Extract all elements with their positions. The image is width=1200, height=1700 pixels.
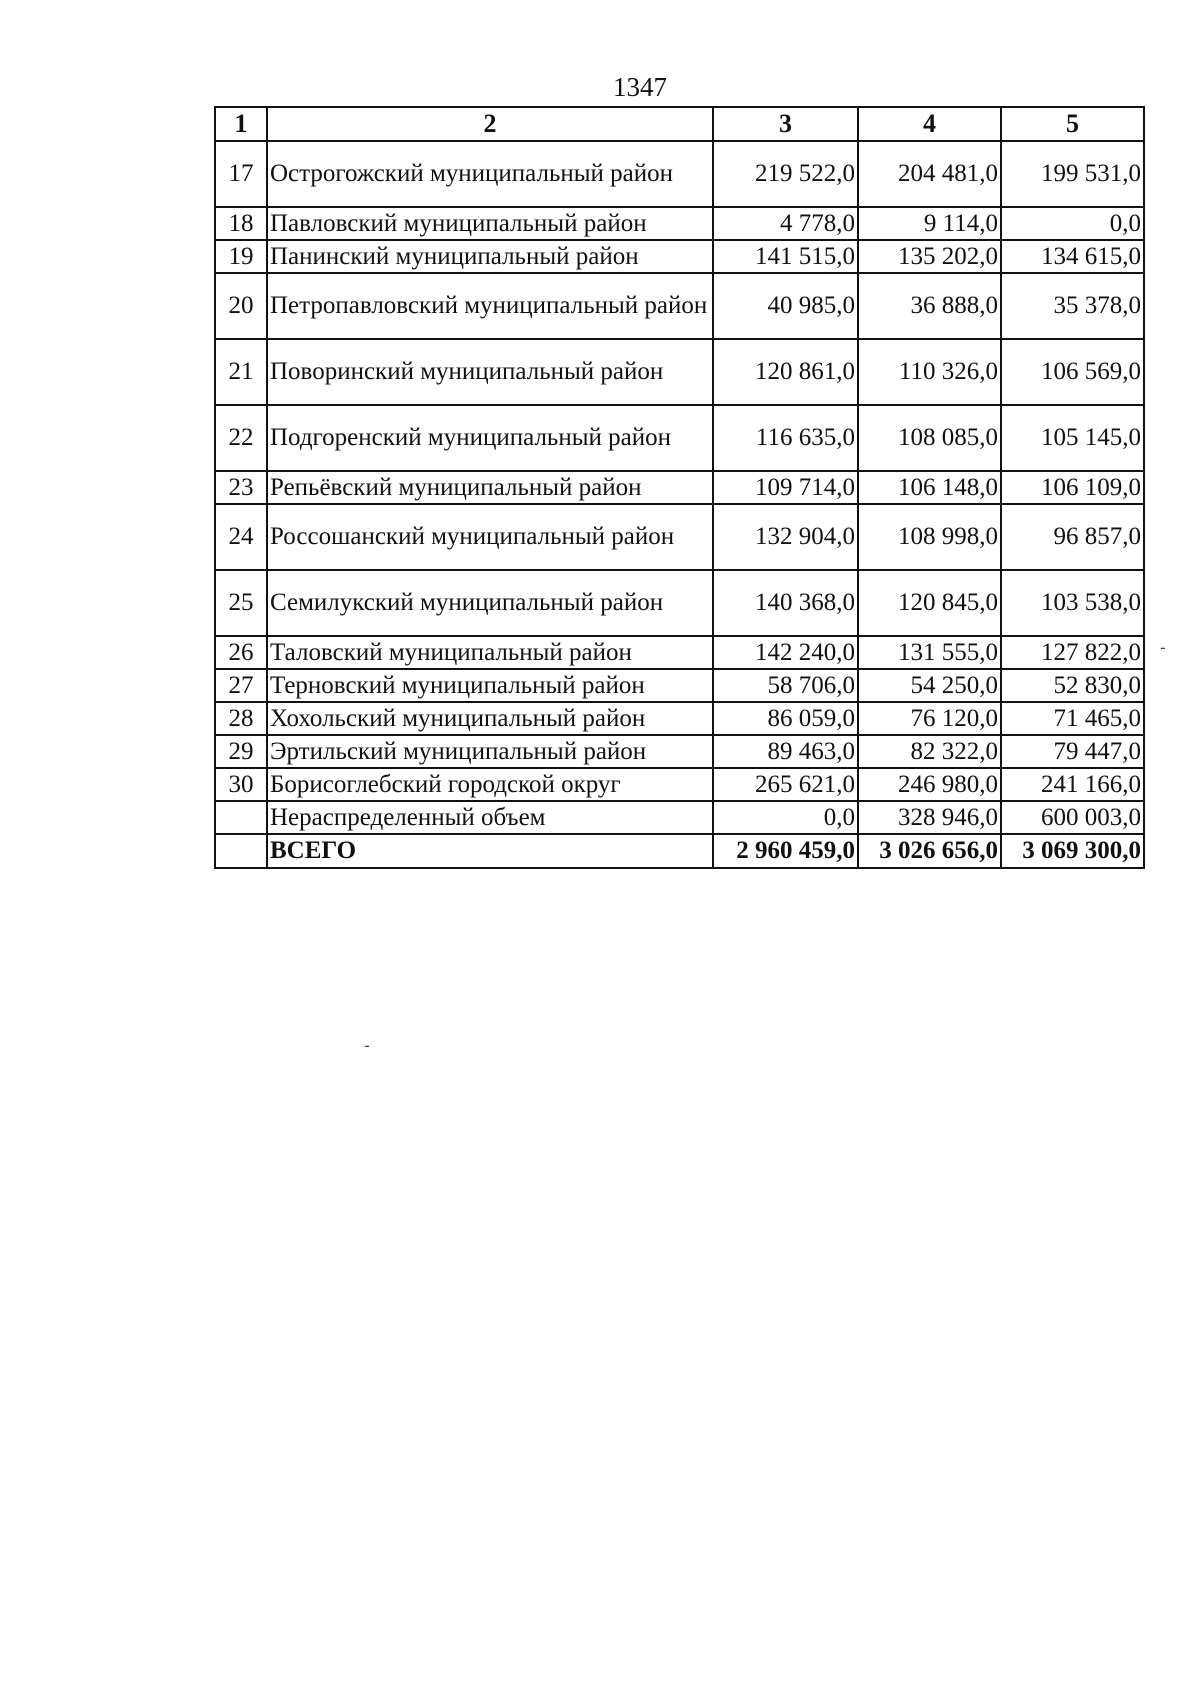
header-col-5: 5 xyxy=(1001,107,1144,141)
budget-table xyxy=(214,106,1145,869)
row-col-4: 204 481,0 xyxy=(858,141,1001,207)
row-col-3: 0,0 xyxy=(713,801,858,834)
row-number: 30 xyxy=(215,768,267,801)
row-name: Павловский муниципальный район xyxy=(267,207,713,240)
table-row xyxy=(215,207,1144,240)
row-col-3: 109 714,0 xyxy=(713,471,858,504)
table-row xyxy=(215,570,1144,636)
row-col-4: 120 845,0 xyxy=(858,570,1001,636)
row-col-5: 79 447,0 xyxy=(1001,735,1144,768)
row-col-5: 106 569,0 xyxy=(1001,339,1144,405)
table-row xyxy=(215,801,1144,834)
row-number: 18 xyxy=(215,207,267,240)
row-number: 23 xyxy=(215,471,267,504)
row-col-3: 140 368,0 xyxy=(713,570,858,636)
row-name: Хохольский муниципальный район xyxy=(267,702,713,735)
row-name: Терновский муниципальный район xyxy=(267,669,713,702)
table-row xyxy=(215,669,1144,702)
row-col-3: 4 778,0 xyxy=(713,207,858,240)
row-col-5: 241 166,0 xyxy=(1001,768,1144,801)
row-col-5: 35 378,0 xyxy=(1001,273,1144,339)
row-col-3: 40 985,0 xyxy=(713,273,858,339)
row-col-5: 106 109,0 xyxy=(1001,471,1144,504)
row-col-5: 600 003,0 xyxy=(1001,801,1144,834)
header-row xyxy=(215,107,1144,141)
row-col-4: 106 148,0 xyxy=(858,471,1001,504)
row-name: Петропавловский муниципальный район xyxy=(267,273,713,339)
row-col-4: 328 946,0 xyxy=(858,801,1001,834)
table-row xyxy=(215,702,1144,735)
total-col-3: 2 960 459,0 xyxy=(713,834,858,868)
row-col-3: 142 240,0 xyxy=(713,636,858,669)
total-col-5: 3 069 300,0 xyxy=(1001,834,1144,868)
table-row xyxy=(215,240,1144,273)
total-num xyxy=(215,834,267,868)
row-col-3: 132 904,0 xyxy=(713,504,858,570)
row-col-3: 265 621,0 xyxy=(713,768,858,801)
scan-speck: - xyxy=(364,1036,370,1055)
header-col-1: 1 xyxy=(215,107,267,141)
scan-speck: - xyxy=(1160,638,1166,657)
row-col-4: 82 322,0 xyxy=(858,735,1001,768)
row-name: Острогожский муниципальный район xyxy=(267,141,713,207)
row-col-3: 141 515,0 xyxy=(713,240,858,273)
header-col-4: 4 xyxy=(858,107,1001,141)
total-row xyxy=(215,834,1144,868)
row-name: Борисоглебский городской округ xyxy=(267,768,713,801)
row-col-4: 54 250,0 xyxy=(858,669,1001,702)
row-col-3: 89 463,0 xyxy=(713,735,858,768)
row-col-5: 103 538,0 xyxy=(1001,570,1144,636)
row-number: 28 xyxy=(215,702,267,735)
row-col-4: 9 114,0 xyxy=(858,207,1001,240)
table-row xyxy=(215,735,1144,768)
total-col-4: 3 026 656,0 xyxy=(858,834,1001,868)
row-col-4: 108 998,0 xyxy=(858,504,1001,570)
row-col-4: 110 326,0 xyxy=(858,339,1001,405)
row-name: Семилукский муниципальный район xyxy=(267,570,713,636)
row-col-3: 116 635,0 xyxy=(713,405,858,471)
row-number: 20 xyxy=(215,273,267,339)
row-col-5: 52 830,0 xyxy=(1001,669,1144,702)
row-col-5: 96 857,0 xyxy=(1001,504,1144,570)
table-row xyxy=(215,273,1144,339)
table-row xyxy=(215,504,1144,570)
row-col-4: 131 555,0 xyxy=(858,636,1001,669)
table-row xyxy=(215,141,1144,207)
row-col-5: 134 615,0 xyxy=(1001,240,1144,273)
row-col-3: 86 059,0 xyxy=(713,702,858,735)
page-number: 1347 xyxy=(613,72,667,102)
row-col-4: 135 202,0 xyxy=(858,240,1001,273)
row-name: Поворинский муниципальный район xyxy=(267,339,713,405)
table-row xyxy=(215,339,1144,405)
row-name: Нераспределенный объем xyxy=(267,801,713,834)
row-col-3: 120 861,0 xyxy=(713,339,858,405)
row-name: Подгоренский муниципальный район xyxy=(267,405,713,471)
row-col-5: 71 465,0 xyxy=(1001,702,1144,735)
row-col-5: 105 145,0 xyxy=(1001,405,1144,471)
row-number: 26 xyxy=(215,636,267,669)
row-number xyxy=(215,801,267,834)
table-row xyxy=(215,636,1144,669)
row-name: Россошанский муниципальный район xyxy=(267,504,713,570)
row-number: 27 xyxy=(215,669,267,702)
row-number: 29 xyxy=(215,735,267,768)
row-col-5: 127 822,0 xyxy=(1001,636,1144,669)
row-number: 24 xyxy=(215,504,267,570)
row-col-4: 36 888,0 xyxy=(858,273,1001,339)
row-name: Репьёвский муниципальный район xyxy=(267,471,713,504)
row-number: 25 xyxy=(215,570,267,636)
header-col-2: 2 xyxy=(267,107,713,141)
row-name: Таловский муниципальный район xyxy=(267,636,713,669)
row-col-4: 108 085,0 xyxy=(858,405,1001,471)
row-col-3: 219 522,0 xyxy=(713,141,858,207)
table-row xyxy=(215,768,1144,801)
row-number: 19 xyxy=(215,240,267,273)
table-row xyxy=(215,405,1144,471)
header-col-3: 3 xyxy=(713,107,858,141)
row-col-3: 58 706,0 xyxy=(713,669,858,702)
row-number: 17 xyxy=(215,141,267,207)
row-col-5: 199 531,0 xyxy=(1001,141,1144,207)
row-name: Панинский муниципальный район xyxy=(267,240,713,273)
row-col-4: 76 120,0 xyxy=(858,702,1001,735)
row-col-5: 0,0 xyxy=(1001,207,1144,240)
row-name: Эртильский муниципальный район xyxy=(267,735,713,768)
row-number: 22 xyxy=(215,405,267,471)
table-body xyxy=(215,141,1144,868)
row-number: 21 xyxy=(215,339,267,405)
table-row xyxy=(215,471,1144,504)
total-label: ВСЕГО xyxy=(267,834,713,868)
row-col-4: 246 980,0 xyxy=(858,768,1001,801)
